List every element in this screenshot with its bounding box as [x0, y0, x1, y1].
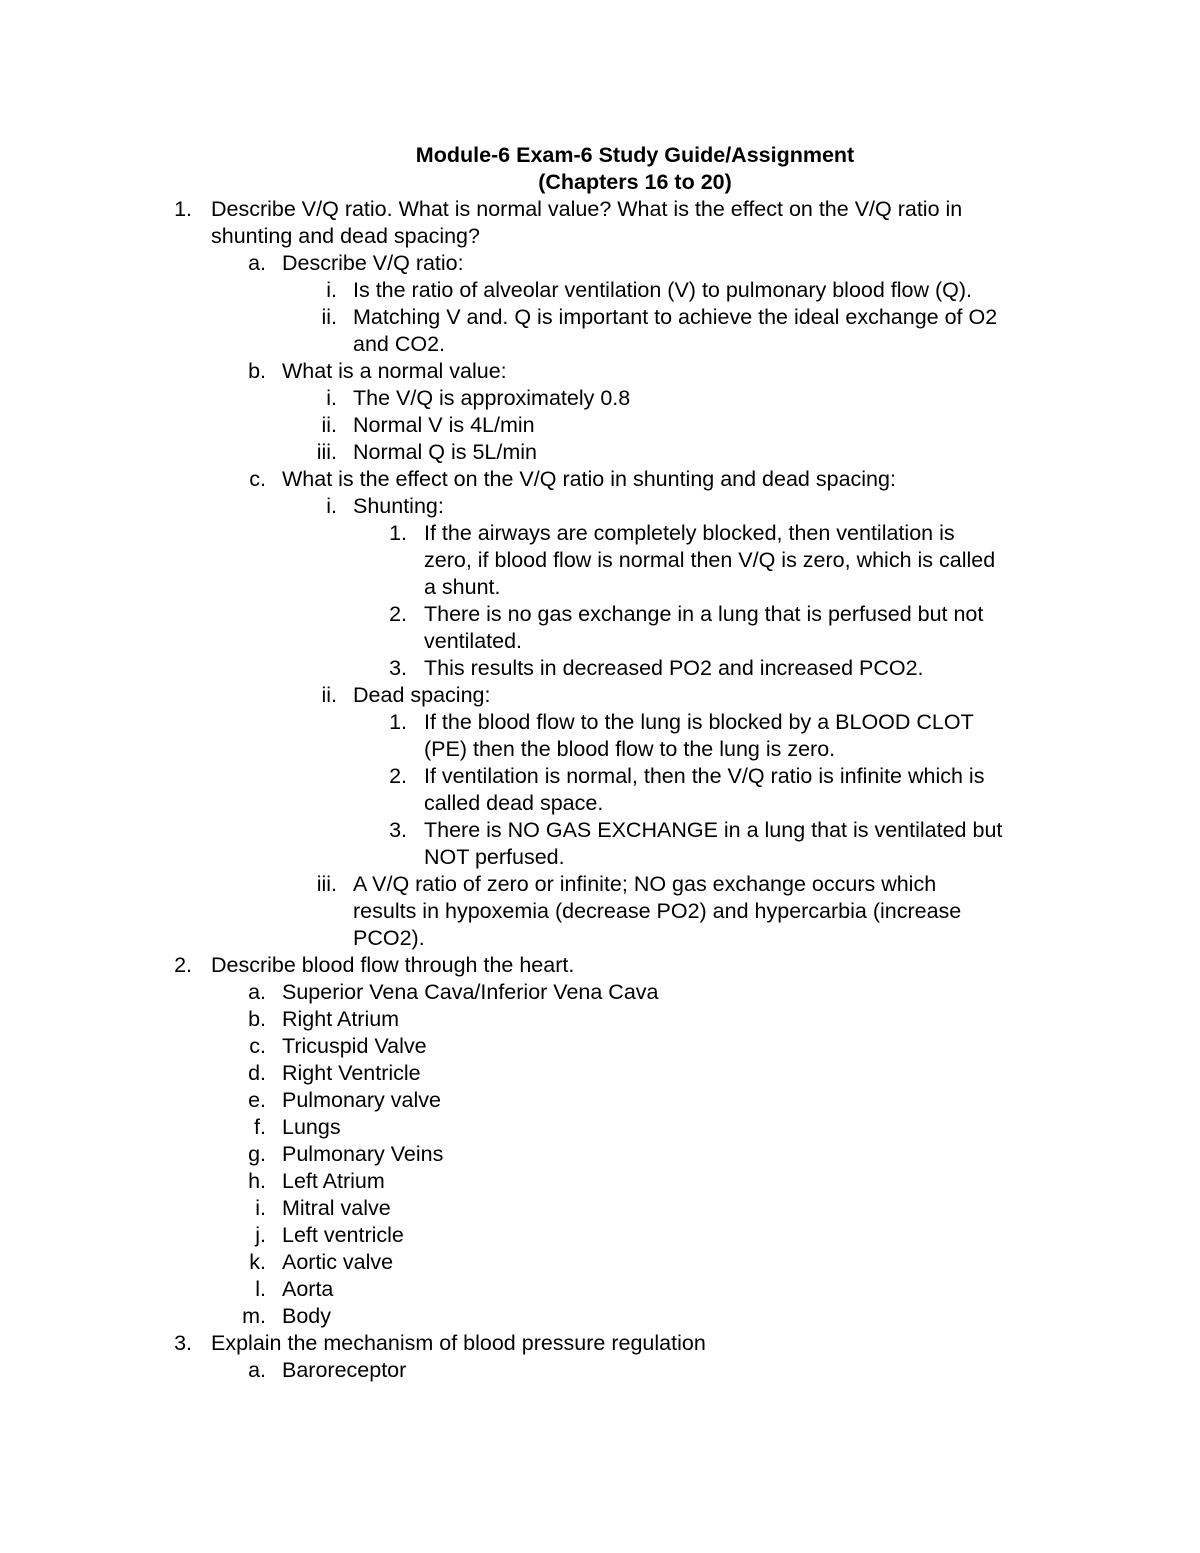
- outline-line: [0, 1357, 1200, 1384]
- list-item-text: results in hypoxemia (decrease PO2) and hypercarbia (increase: [353, 899, 962, 923]
- list-marker: b.: [248, 1007, 266, 1031]
- list-marker: j.: [255, 1223, 266, 1247]
- list-item-text: NOT perfused.: [424, 845, 565, 869]
- list-item-text: Lungs: [282, 1115, 341, 1139]
- list-marker: k.: [249, 1250, 266, 1274]
- list-item-text: If the airways are completely blocked, then ventilation is: [424, 521, 955, 545]
- list-marker: m.: [242, 1304, 266, 1328]
- outline-line: [0, 628, 1200, 655]
- list-marker: b.: [248, 359, 266, 383]
- outline-line: [0, 817, 1200, 844]
- list-marker: 3.: [174, 1331, 192, 1355]
- outline-line: [0, 979, 1200, 1006]
- outline-line: [0, 520, 1200, 547]
- list-item-text: Pulmonary valve: [282, 1088, 441, 1112]
- outline-line: [0, 304, 1200, 331]
- list-item-text: Left Atrium: [282, 1169, 385, 1193]
- outline-line: [0, 709, 1200, 736]
- outline-line: [0, 1006, 1200, 1033]
- list-item-text: Is the ratio of alveolar ventilation (V) to pulmonary blood flow (Q).: [353, 278, 973, 302]
- outline-line: [0, 790, 1200, 817]
- list-item-text: Matching V and. Q is important to achieve the ideal exchange of O2: [353, 305, 998, 329]
- list-item-text: If the blood flow to the lung is blocked by a BLOOD CLOT: [424, 710, 974, 734]
- list-item-text: Normal Q is 5L/min: [353, 440, 537, 464]
- list-item-text: A V/Q ratio of zero or infinite; NO gas exchange occurs which: [353, 872, 937, 896]
- list-marker: ii.: [321, 413, 337, 437]
- outline-line: [0, 682, 1200, 709]
- outline-line: [0, 439, 1200, 466]
- outline-line: [0, 925, 1200, 952]
- list-item-text: Superior Vena Cava/Inferior Vena Cava: [282, 980, 659, 1004]
- list-item-text: Aortic valve: [282, 1250, 394, 1274]
- document-subtitle: (Chapters 16 to 20): [538, 170, 732, 194]
- outline-line: [0, 1114, 1200, 1141]
- list-marker: i.: [255, 1196, 266, 1220]
- list-item-text: zero, if blood flow is normal then V/Q is zero, which is called: [424, 548, 996, 572]
- outline-line: [0, 1168, 1200, 1195]
- outline-line: [0, 1276, 1200, 1303]
- list-marker: a.: [248, 980, 266, 1004]
- list-item-text: Explain the mechanism of blood pressure regulation: [211, 1331, 706, 1355]
- list-item-text: There is no gas exchange in a lung that is perfused but not: [424, 602, 984, 626]
- outline-line: [0, 655, 1200, 682]
- list-item-text: and CO2.: [353, 332, 446, 356]
- outline-line: [0, 1087, 1200, 1114]
- outline-list: [0, 196, 1200, 1384]
- outline-line: [0, 736, 1200, 763]
- list-item-text: Left ventricle: [282, 1223, 404, 1247]
- list-item-text: Shunting:: [353, 494, 444, 518]
- list-item-text: Tricuspid Valve: [282, 1034, 427, 1058]
- outline-line: [0, 493, 1200, 520]
- list-marker: c.: [249, 1034, 266, 1058]
- list-item-text: What is the effect on the V/Q ratio in shunting and dead spacing:: [282, 467, 896, 491]
- list-marker: l.: [255, 1277, 266, 1301]
- list-item-text: PCO2).: [353, 926, 425, 950]
- list-marker: iii.: [316, 440, 337, 464]
- outline-line: [0, 358, 1200, 385]
- outline-line: [0, 547, 1200, 574]
- outline-line: [0, 871, 1200, 898]
- list-marker: 2.: [389, 764, 407, 788]
- list-item-text: There is NO GAS EXCHANGE in a lung that is ventilated but: [424, 818, 1003, 842]
- list-marker: h.: [248, 1169, 266, 1193]
- list-item-text: Baroreceptor: [282, 1358, 407, 1382]
- outline-line: [0, 196, 1200, 223]
- outline-line: [0, 277, 1200, 304]
- outline-line: [0, 223, 1200, 250]
- outline-line: [0, 331, 1200, 358]
- list-marker: 2.: [174, 953, 192, 977]
- list-marker: 3.: [389, 656, 407, 680]
- outline-line: [0, 385, 1200, 412]
- list-marker: 1.: [389, 521, 407, 545]
- outline-line: [0, 574, 1200, 601]
- outline-line: [0, 1060, 1200, 1087]
- outline-line: [0, 412, 1200, 439]
- list-marker: 2.: [389, 602, 407, 626]
- document-title: Module-6 Exam-6 Study Guide/Assignment: [415, 143, 855, 167]
- list-item-text: The V/Q is approximately 0.8: [353, 386, 631, 410]
- list-item-text: Right Ventricle: [282, 1061, 421, 1085]
- list-marker: f.: [254, 1115, 266, 1139]
- outline-line: [0, 1222, 1200, 1249]
- outline-line: [0, 250, 1200, 277]
- list-marker: c.: [249, 467, 266, 491]
- list-item-text: Body: [282, 1304, 332, 1328]
- outline-line: [0, 763, 1200, 790]
- list-marker: 1.: [389, 710, 407, 734]
- list-item-text: (PE) then the blood flow to the lung is zero.: [424, 737, 836, 761]
- list-marker: i.: [326, 494, 337, 518]
- list-marker: 1.: [174, 197, 192, 221]
- list-marker: iii.: [316, 872, 337, 896]
- list-item-text: Normal V is 4L/min: [353, 413, 535, 437]
- list-item-text: Mitral valve: [282, 1196, 391, 1220]
- list-item-text: What is a normal value:: [282, 359, 507, 383]
- list-item-text: called dead space.: [424, 791, 604, 815]
- list-item-text: Describe V/Q ratio:: [282, 251, 464, 275]
- list-marker: a.: [248, 251, 266, 275]
- outline-line: [0, 1141, 1200, 1168]
- list-marker: e.: [248, 1088, 266, 1112]
- list-marker: ii.: [321, 305, 337, 329]
- list-marker: i.: [326, 278, 337, 302]
- list-item-text: a shunt.: [424, 575, 501, 599]
- outline-line: [0, 1195, 1200, 1222]
- outline-line: [0, 1303, 1200, 1330]
- outline-line: [0, 898, 1200, 925]
- list-marker: a.: [248, 1358, 266, 1382]
- list-item-text: ventilated.: [424, 629, 523, 653]
- list-item-text: Dead spacing:: [353, 683, 491, 707]
- list-item-text: Aorta: [282, 1277, 334, 1301]
- outline-line: [0, 466, 1200, 493]
- list-item-text: Describe V/Q ratio. What is normal value? What is the effect on the V/Q ratio in: [211, 197, 963, 221]
- list-marker: ii.: [321, 683, 337, 707]
- list-marker: d.: [248, 1061, 266, 1085]
- list-item-text: Describe blood flow through the heart.: [211, 953, 575, 977]
- outline-line: [0, 601, 1200, 628]
- list-marker: 3.: [389, 818, 407, 842]
- list-marker: i.: [326, 386, 337, 410]
- outline-line: [0, 1033, 1200, 1060]
- list-item-text: Pulmonary Veins: [282, 1142, 444, 1166]
- list-item-text: If ventilation is normal, then the V/Q ratio is infinite which is: [424, 764, 985, 788]
- list-item-text: This results in decreased PO2 and increased PCO2.: [424, 656, 924, 680]
- list-item-text: Right Atrium: [282, 1007, 400, 1031]
- outline-line: [0, 844, 1200, 871]
- list-item-text: shunting and dead spacing?: [211, 224, 480, 248]
- outline-line: [0, 1330, 1200, 1357]
- outline-line: [0, 1249, 1200, 1276]
- list-marker: g.: [248, 1142, 266, 1166]
- outline-line: [0, 952, 1200, 979]
